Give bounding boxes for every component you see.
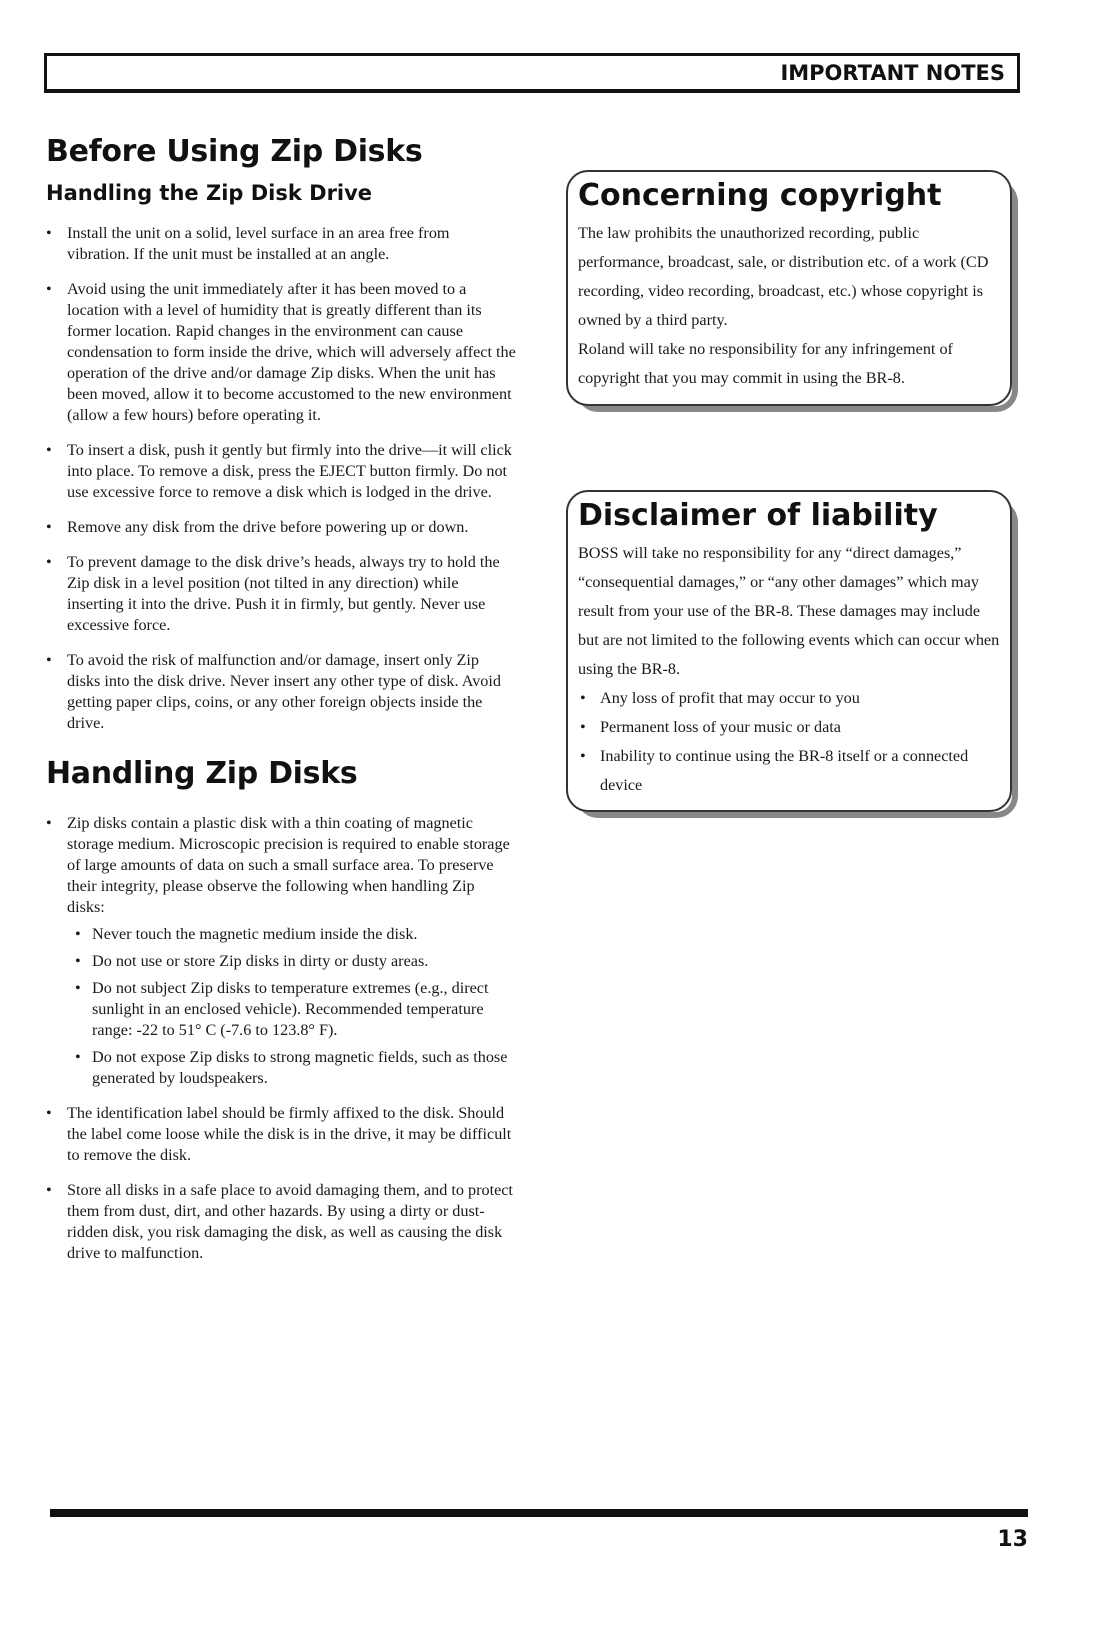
page-number: 13 <box>997 1527 1028 1552</box>
drive-bullet-list <box>46 223 516 734</box>
copyright-box <box>566 170 1012 406</box>
sub-bullet-list <box>67 924 516 1089</box>
list-item: • Permanent loss of your music or data <box>578 713 1000 742</box>
list-item: • To avoid the risk of malfunction and/or damage, insert only Zip disks into the disk drive. Never insert any other type of disk. Avoid getting paper clips, coins, or any other foreign objects inside the drive. <box>46 650 516 734</box>
section-title-before-using: Before Using Zip Disks <box>46 134 423 169</box>
list-item-text: Zip disks contain a plastic disk with a thin coating of magnetic storage medium. Microscopic precision is required to enable storage of large amounts of data on such a small surface area. To preserve their integrity, please observe the following when handling Zip disks: <box>67 814 510 916</box>
list-item: • Any loss of profit that may occur to you <box>578 684 1000 713</box>
list-item: • The identification label should be firmly affixed to the disk. Should the label come loose while the disk is in the drive, it may be difficult to remove the disk. <box>46 1103 516 1166</box>
disclaimer-box <box>566 490 1012 812</box>
disclaimer-list <box>578 684 1000 800</box>
disk-bullet-list <box>46 813 516 1264</box>
sub-list-item: • Do not use or store Zip disks in dirty or dusty areas. <box>67 951 516 972</box>
disclaimer-title: Disclaimer of liability <box>578 498 938 533</box>
copyright-paragraph-2: Roland will take no responsibility for any infringement of copyright that you may commit in using the BR-8. <box>578 340 953 387</box>
list-item <box>46 813 516 1089</box>
header-title: IMPORTANT NOTES <box>780 61 1005 85</box>
list-item: • To prevent damage to the disk drive’s heads, always try to hold the Zip disk in a level position (not tilted in any direction) while inserting it into the drive. Push it in firmly, but gently. Never use excessive force. <box>46 552 516 636</box>
list-item: • Remove any disk from the drive before powering up or down. <box>46 517 516 538</box>
copyright-paragraph-1: The law prohibits the unauthorized recording, public performance, broadcast, sale, or distribution etc. of a work (CD recording, video recording, broadcast, etc.) whose copyright is owned by a third party. <box>578 224 989 329</box>
left-column <box>46 134 516 1278</box>
copyright-title: Concerning copyright <box>578 178 942 213</box>
list-item: • To insert a disk, push it gently but firmly into the drive—it will click into place. To remove a disk, press the EJECT button firmly. Do not use excessive force to remove a disk which is lodged in the drive. <box>46 440 516 503</box>
header-bar <box>44 53 1020 93</box>
section-title-handling: Handling Zip Disks <box>46 756 358 791</box>
sub-list-item: • Do not subject Zip disks to temperature extremes (e.g., direct sunlight in an enclosed vehicle). Recommended temperature range: -22 to 51° C (-7.6 to 123.8° F). <box>67 978 516 1041</box>
list-item: • Install the unit on a solid, level surface in an area free from vibration. If the unit must be installed at an angle. <box>46 223 516 265</box>
sub-list-item: • Never touch the magnetic medium inside the disk. <box>67 924 516 945</box>
footer-rule <box>50 1509 1028 1517</box>
list-item: • Inability to continue using the BR-8 itself or a connected device <box>578 742 1000 800</box>
disclaimer-paragraph: BOSS will take no responsibility for any “direct damages,” “consequential damages,” or “any other damages” which may result from your use of the BR-8. These damages may include but are not limited to the following events which can occur when using the BR-8. <box>578 544 1000 678</box>
list-item: • Avoid using the unit immediately after it has been moved to a location with a level of humidity that is greatly different than its former location. Rapid changes in the environment can cause condensation to form inside the drive, which will adversely affect the operation of the drive and/or damage Zip disks. When the unit has been moved, allow it to become accustomed to the new environment (allow a few hours) before operating it. <box>46 279 516 426</box>
sub-list-item: • Do not expose Zip disks to strong magnetic fields, such as those generated by loudspeakers. <box>67 1047 516 1089</box>
list-item: • Store all disks in a safe place to avoid damaging them, and to protect them from dust, dirt, and other hazards. By using a dirty or dust-ridden disk, you risk damaging the disk, as well as causing the disk drive to malfunction. <box>46 1180 516 1264</box>
subsection-title-drive: Handling the Zip Disk Drive <box>46 181 373 205</box>
